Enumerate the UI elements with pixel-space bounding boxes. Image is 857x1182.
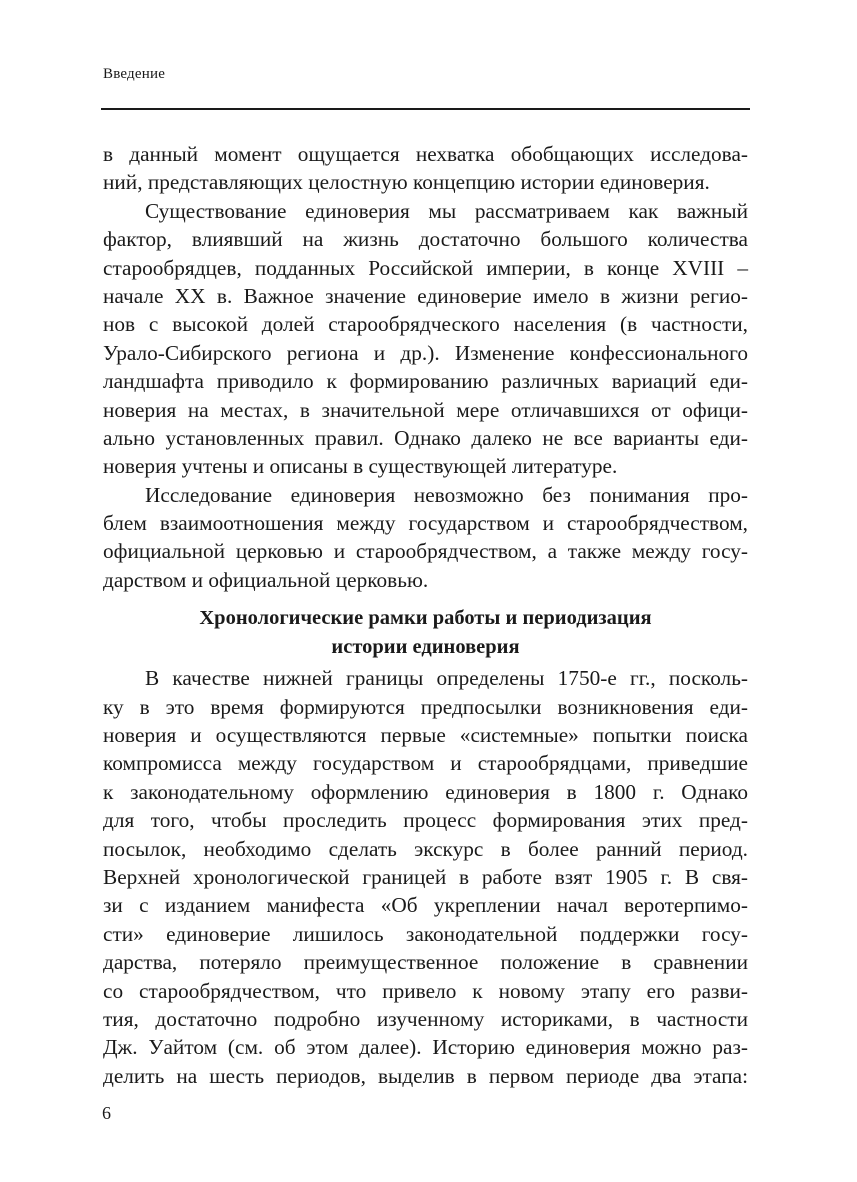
section-heading	[103, 604, 748, 661]
text-line: В качестве нижней границы определены 1750-е гг., посколь-	[145, 666, 748, 691]
paragraph	[103, 197, 748, 481]
text-line: зи с изданием манифеста «Об укреплении начал веротерпимо-	[103, 893, 748, 918]
paragraph	[103, 481, 748, 595]
text-line: к законодательному оформлению единоверия в 1800 г. Однако	[103, 779, 748, 804]
paragraph	[103, 140, 748, 197]
text-line: фактор, влиявший на жизнь достаточно большого количества	[103, 227, 748, 252]
text-line: новерия на местах, в значительной мере отличавшихся от офици-	[103, 397, 748, 422]
paragraph	[103, 664, 748, 1090]
text-line: тия, достаточно подробно изученному историками, в частности	[103, 1006, 748, 1031]
text-line: официальной церковью и старообрядчеством, а также между госу-	[103, 539, 748, 564]
text-line: начале XX в. Важное значение единоверие имело в жизни регио-	[103, 283, 748, 308]
text-line: посылок, необходимо сделать экскурс в более ранний период.	[103, 836, 748, 861]
text-line: новерия учтены и описаны в существующей литературе.	[103, 454, 618, 479]
text-line: компромисса между государством и старообрядцами, приведшие	[103, 751, 748, 776]
text-line: сти» единоверие лишилось законодательной поддержки госу-	[103, 921, 748, 946]
text-line: дарства, потеряло преимущественное положение в сравнении	[103, 950, 748, 975]
text-line: в данный момент ощущается нехватка обобщающих исследова-	[103, 142, 748, 166]
text-line: Исследование единоверия невозможно без понимания про-	[145, 482, 748, 507]
text-line: нов с высокой долей старообрядческого населения (в частности,	[103, 312, 748, 337]
text-line: ний, представляющих целостную концепцию истории единоверия.	[103, 170, 710, 195]
text-line: со старообрядчеством, что привело к новому этапу его разви-	[103, 978, 748, 1003]
text-line: для того, чтобы проследить процесс формирования этих пред-	[103, 808, 748, 833]
text-line: ландшафта приводило к формированию различных вариаций еди-	[103, 369, 748, 394]
text-line: делить на шесть периодов, выделив в первом периоде два этапа:	[103, 1063, 748, 1088]
text-line: Верхней хронологической границей в работе взят 1905 г. В свя-	[103, 864, 748, 889]
text-line: новерия и осуществляются первые «системные» попытки поиска	[103, 723, 748, 748]
text-line: дарством и официальной церковью.	[103, 567, 429, 592]
text-line: старообрядцев, подданных Российской империи, в конце XVIII –	[103, 255, 748, 280]
body-text	[103, 140, 748, 1090]
text-line: ку в это время формируются предпосылки возникновения еди-	[103, 694, 748, 719]
text-line: Существование единоверия мы рассматриваем как важный	[145, 198, 748, 223]
text-line: Дж. Уайтом (см. об этом далее). Историю единоверия можно раз-	[103, 1035, 748, 1060]
text-line: блем взаимоотношения между государством и старообрядчеством,	[103, 511, 748, 536]
text-line: Урало-Сибирского региона и др.). Изменение конфессионального	[103, 340, 748, 365]
text-line: ально установленных правил. Однако далеко не все варианты еди-	[103, 425, 748, 450]
header-rule	[101, 108, 750, 110]
section-heading-line: Хронологические рамки работы и периодизация	[199, 607, 652, 630]
page-number: 6	[102, 1103, 111, 1123]
running-head: Введение	[103, 66, 166, 82]
section-heading-line: истории единоверия	[331, 635, 520, 658]
